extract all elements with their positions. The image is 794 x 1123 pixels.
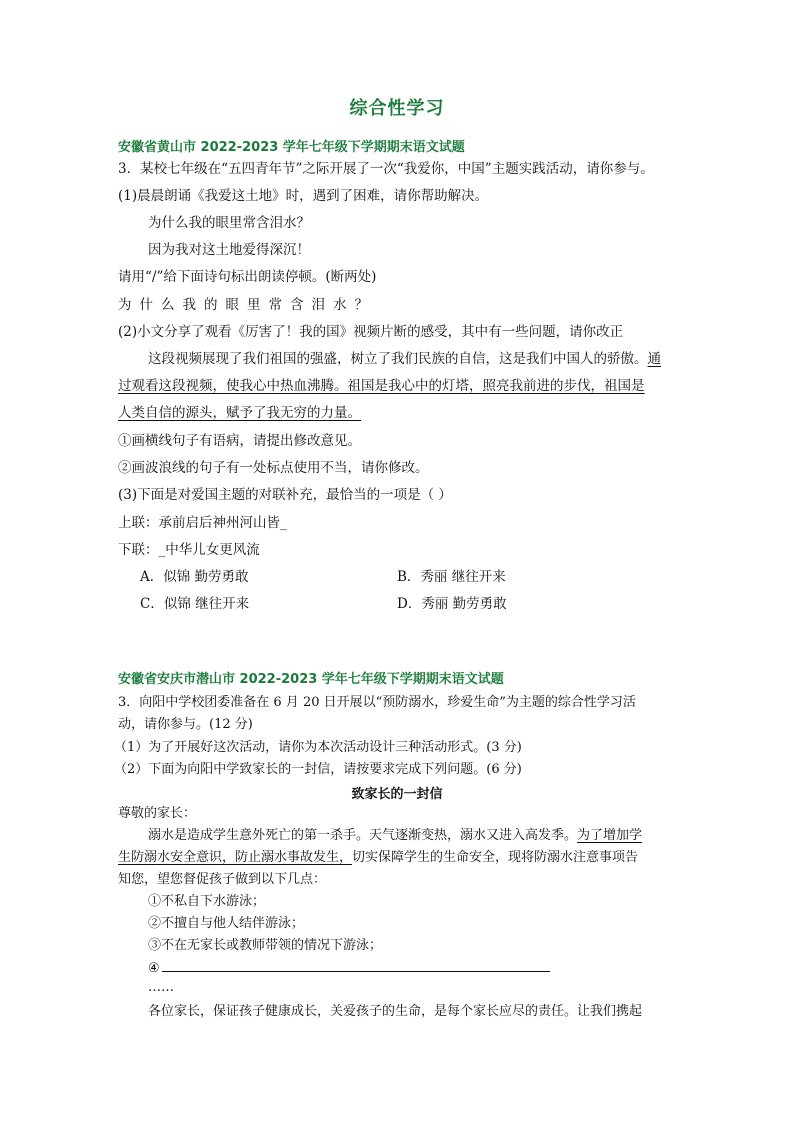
section2-item-1: （1）为了开展好这次活动，请你为本次活动设计三种活动形式。(3 分) bbox=[114, 740, 522, 755]
passage-line-1 bbox=[148, 350, 661, 368]
poem-line-1: 为什么我的眼里常含泪水？ bbox=[148, 215, 310, 231]
couplet-upper: 上联：承前启后神州河山皆_ bbox=[118, 515, 287, 531]
page-title: 综合性学习 bbox=[349, 98, 445, 119]
option-c: C．似锦 继往开来 bbox=[140, 596, 250, 612]
rule-1: ①不私自下水游泳； bbox=[148, 894, 266, 909]
poem-line-2: 因为我对这土地爱得深沉！ bbox=[148, 242, 310, 258]
letter-line-1-plain: 溺水是造成学生意外死亡的第一杀手。天气逐渐变热，溺水又进入高发季。 bbox=[148, 828, 578, 843]
section1-part3: (3)下面是对爱国主题的对联补充，最恰当的一项是（ ） bbox=[118, 487, 452, 503]
letter-line-1-underlined: 为了增加学 bbox=[577, 828, 643, 843]
rule-4-blank[interactable] bbox=[162, 959, 550, 972]
pause-instruction: 请用“/”给下面诗句标出朗读停顿。(断两处) bbox=[118, 269, 377, 285]
sub-question-2: ②画波浪线的句子有一处标点使用不当，请你修改。 bbox=[118, 460, 429, 476]
section2-item-2: （2）下面为向阳中学致家长的一封信，请按要求完成下列问题。(6 分) bbox=[114, 762, 522, 777]
letter-salutation: 尊敬的家长： bbox=[118, 806, 197, 821]
section2-question-intro-2: 动，请你参与。(12 分) bbox=[118, 717, 253, 732]
letter-line-3: 知您，望您督促孩子做到以下几点： bbox=[118, 872, 327, 887]
spaced-poem-line: 为什么我的眼里常含泪水？ bbox=[118, 297, 376, 313]
couplet-lower: 下联：_中华儿女更风流 bbox=[118, 542, 260, 558]
section1-question-intro: 3．某校七年级在“五四青年节”之际开展了一次“我爱你，中国”主题实践活动，请你参与。 bbox=[118, 161, 654, 177]
letter-closing: 各位家长，保证孩子健康成长，关爱孩子的生命，是每个家长应尽的责任。让我们携起 bbox=[148, 1004, 643, 1019]
rule-4-number: ④ bbox=[148, 961, 160, 976]
option-b: B．秀丽 继往开来 bbox=[397, 569, 506, 585]
rule-2: ②不擅自与他人结伴游泳； bbox=[148, 916, 305, 931]
section2-question-intro-1: 3．向阳中学校团委准备在 6 月 20 日开展以“预防溺水，珍爱生命”为主题的综合性学习活 bbox=[118, 695, 636, 710]
passage-plain: 这段视频展现了我们祖国的强盛，树立了我们民族的自信，这是我们中国人的骄傲。 bbox=[148, 351, 648, 367]
section1-source: 安徽省黄山市 2022-2023 学年七年级下学期期末语文试题 bbox=[118, 140, 465, 155]
section1-part1: (1)晨晨朗诵《我爱这土地》时，遇到了困难，请你帮助解决。 bbox=[118, 188, 489, 204]
letter-line-1 bbox=[148, 827, 642, 845]
section1-part2: (2)小文分享了观看《厉害了！我的国》视频片断的感受，其中有一些问题，请你改正 bbox=[118, 324, 624, 340]
rule-4 bbox=[148, 959, 550, 978]
passage-line-2: 过观看这段视频，使我心中热血沸腾。祖国是我心中的灯塔，照亮我前进的步伐，祖国是 bbox=[118, 378, 645, 394]
letter-line-2-plain: 切实保障学生的生命安全，现将防溺水注意事项告 bbox=[352, 850, 639, 865]
option-d: D．秀丽 勤劳勇敢 bbox=[397, 596, 507, 612]
rule-3: ③不在无家长或教师带领的情况下游泳； bbox=[148, 938, 383, 953]
letter-ellipsis: …… bbox=[148, 980, 174, 995]
letter-line-2 bbox=[118, 849, 638, 867]
passage-line-3: 人类自信的源头，赋予了我无穷的力量。 bbox=[118, 405, 361, 421]
passage-underlined-start: 通 bbox=[647, 351, 661, 367]
sub-question-1: ①画横线句子有语病，请提出修改意见。 bbox=[118, 433, 361, 449]
letter-line-2-underlined: 生防溺水安全意识，防止溺水事故发生， bbox=[118, 850, 353, 865]
section2-source: 安徽省安庆市潜山市 2022-2023 学年七年级下学期期末语文试题 bbox=[118, 672, 504, 687]
option-a: A．似锦 勤劳勇敢 bbox=[140, 569, 249, 585]
letter-title: 致家长的一封信 bbox=[351, 787, 443, 802]
